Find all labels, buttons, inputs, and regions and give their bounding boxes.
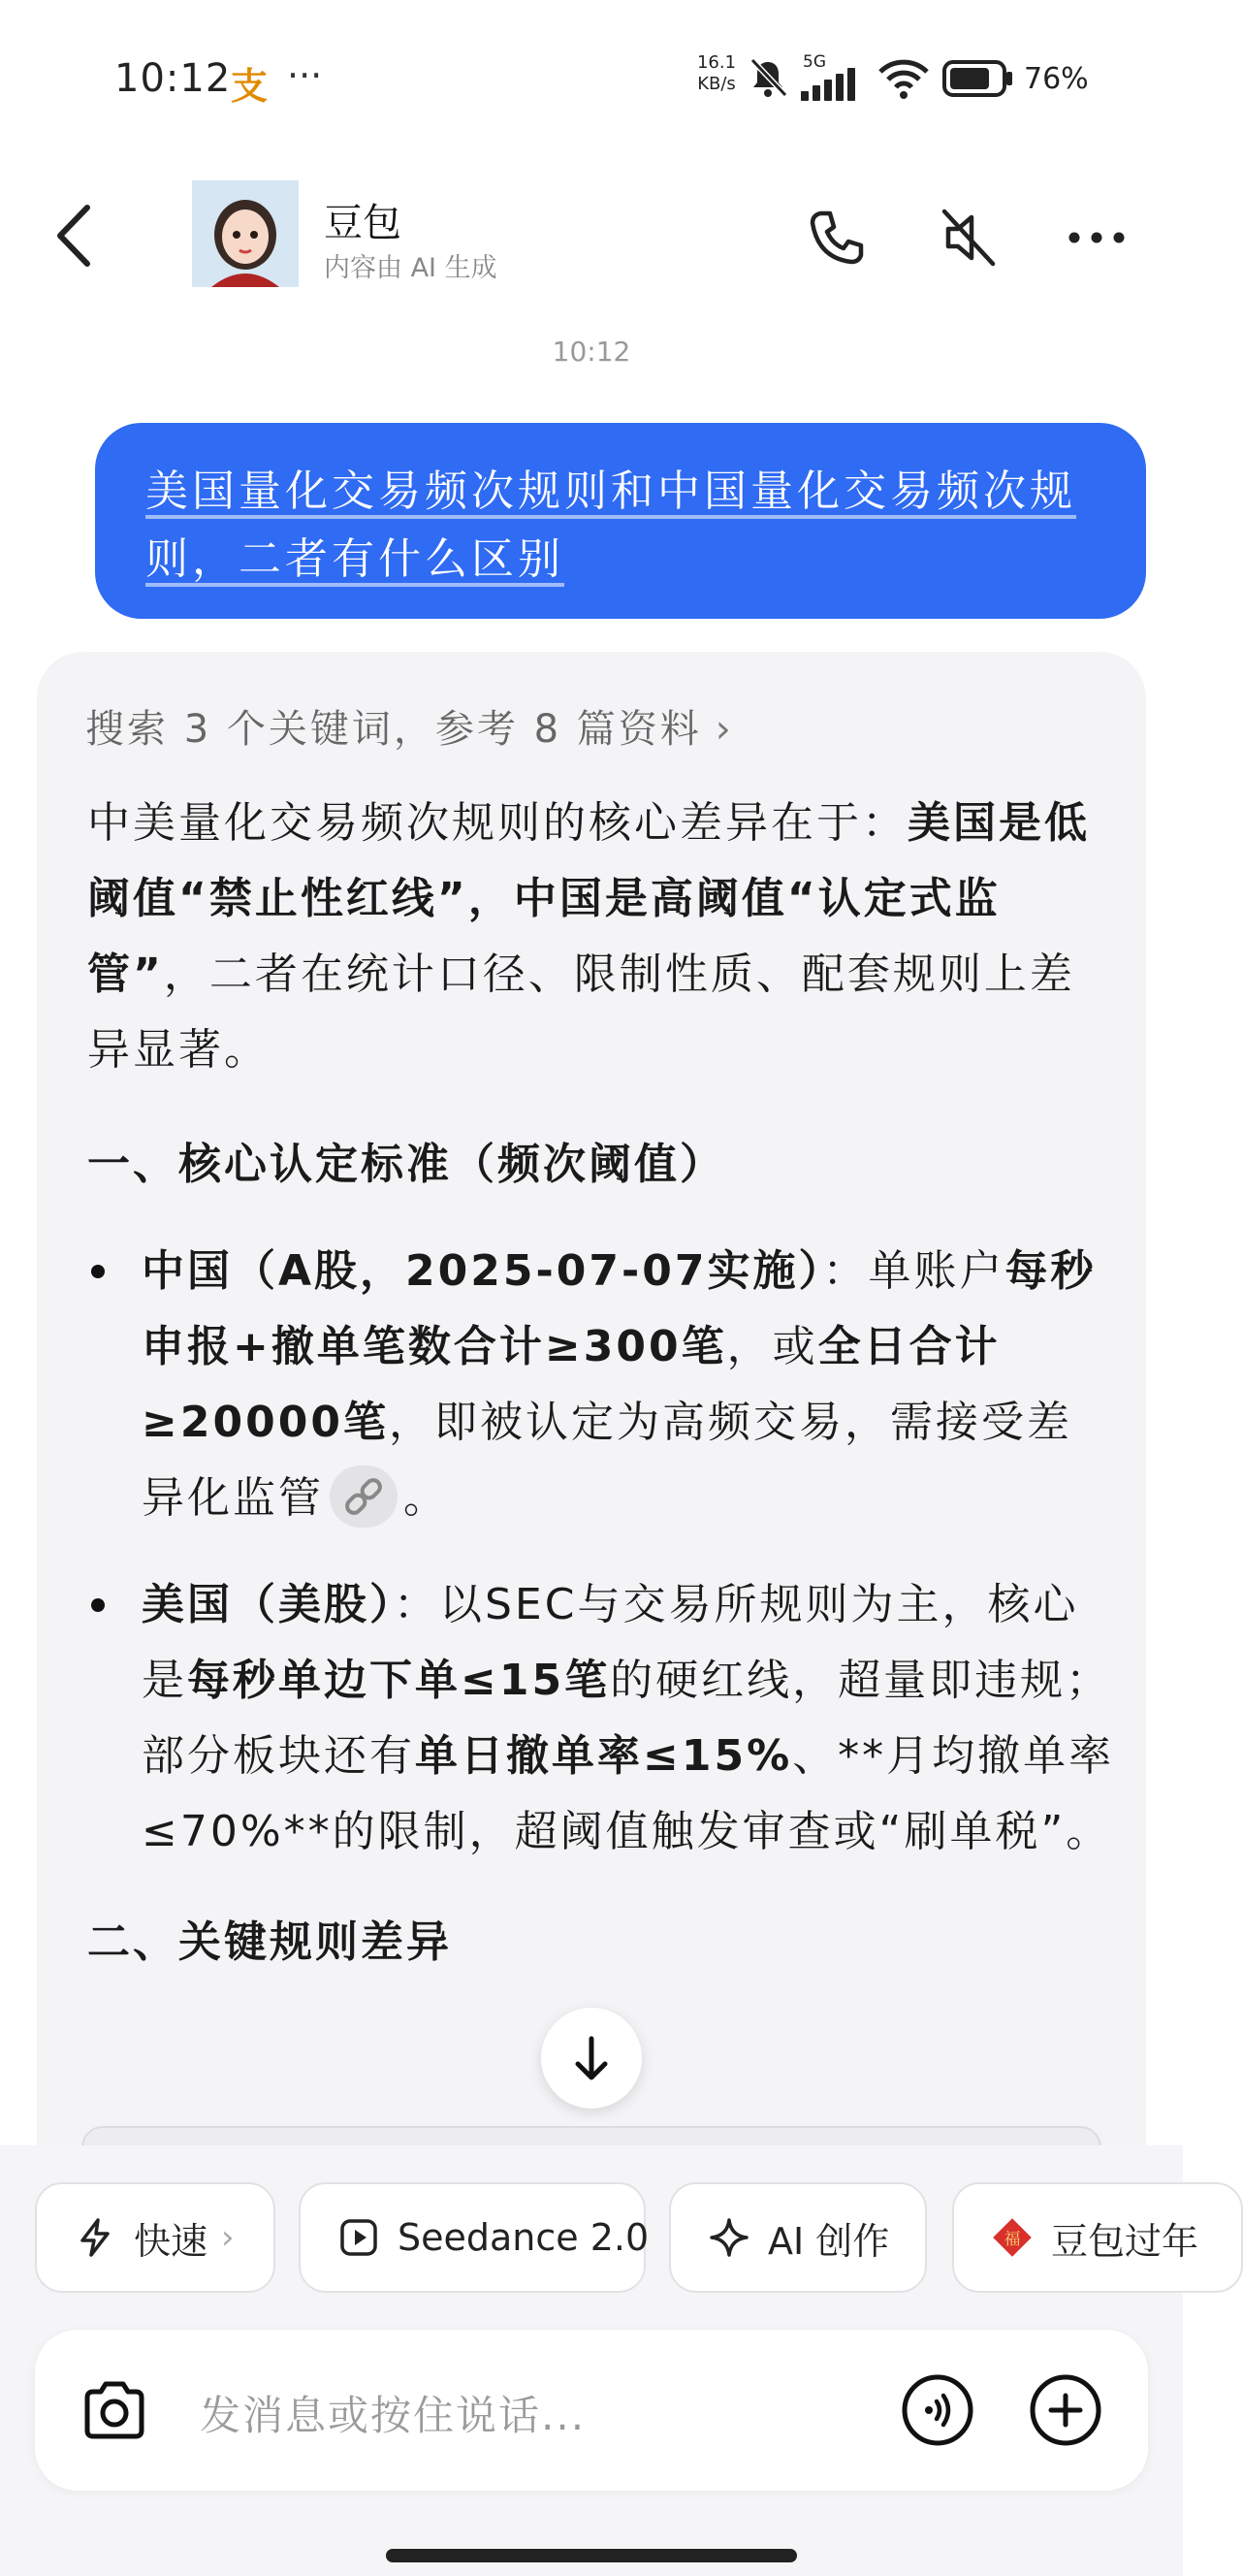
battery-icon (942, 60, 1014, 97)
message-input-placeholder[interactable]: 发消息或按住说话... (200, 2392, 587, 2439)
more-options-icon[interactable] (1063, 204, 1131, 272)
chip-new-year[interactable] (952, 2182, 1243, 2293)
fu-icon (991, 2216, 1034, 2259)
battery-percentage: 76% (1024, 62, 1089, 96)
search-references-link[interactable] (85, 698, 734, 754)
search-references-text: 搜索 3 个关键词，参考 8 篇资料 (85, 707, 702, 752)
chip-ai-create[interactable] (669, 2182, 927, 2293)
bullet-china: 中国（A股，2025-07-07实施）：单账户每秒申报+撤单笔数合计≥300笔，或全日合计≥20000笔，即被认定为高频交易，需接受差异化监管 。 (87, 1234, 1115, 1536)
message-input-bar[interactable] (35, 2330, 1148, 2491)
reference-link-chip[interactable] (330, 1465, 398, 1528)
play-icon (337, 2216, 380, 2259)
mute-speaker-icon[interactable] (935, 204, 1003, 272)
mute-bell-icon (747, 56, 789, 99)
wifi-icon (876, 58, 931, 101)
camera-icon[interactable] (78, 2374, 151, 2448)
home-indicator[interactable] (386, 2549, 797, 2562)
add-icon[interactable] (1028, 2372, 1103, 2448)
status-bar (0, 0, 1183, 155)
back-arrow-icon[interactable] (50, 202, 99, 270)
chip-fast-mode[interactable] (35, 2182, 275, 2293)
link-icon (330, 1465, 398, 1528)
message-timestamp: 10:12 (552, 336, 631, 368)
section-heading-1: 一、核心认定标准（频次阈值） (87, 1140, 725, 1189)
bullet-usa: 美国（美股）：以SEC与交易所规则为主，核心是每秒单边下单≤15笔的硬红线，超量即违规；部分板块还有单日撤单率≤15%、**月均撤单率≤70%**的限制，超阈值触发审查或“刷单税”。 (87, 1567, 1115, 1870)
voice-call-icon[interactable] (900, 2372, 975, 2448)
chip-seedance[interactable] (299, 2182, 650, 2293)
quick-action-chips (35, 2182, 1199, 2299)
avatar-portrait-icon (192, 180, 299, 287)
chat-header (0, 165, 1183, 301)
more-notifications-icon: ··· (287, 54, 323, 97)
user-message-bubble[interactable] (95, 423, 1146, 619)
answer-intro: 中美量化交易频次规则的核心差异在于：美国是低阈值“禁止性红线”，中国是高阈值“认定式监管”，二者在统计口径、限制性质、配套规则上差异显著。 (87, 798, 1090, 1075)
chip-label: 快速 (134, 2219, 208, 2263)
svg-text:福: 福 (1004, 2230, 1021, 2249)
chip-label: AI 创作 (768, 2219, 890, 2263)
lightning-icon (74, 2216, 116, 2259)
assistant-answer-card (37, 652, 1146, 2242)
signal-icon (801, 68, 861, 101)
arrow-down-icon (541, 2008, 642, 2109)
section-heading-2: 二、关键规则差异 (87, 1917, 452, 1967)
answer-body (87, 786, 1115, 1980)
network-speed: 16.1 KB/s (696, 52, 737, 94)
avatar[interactable] (192, 180, 299, 287)
chevron-right-icon: › (221, 2218, 235, 2257)
composer-area (0, 2145, 1199, 2576)
phone-call-icon[interactable] (803, 204, 871, 272)
user-message-text: 美国量化交易频次规则和中国量化交易频次规则，二者有什么区别 (145, 467, 1076, 584)
network-type: 5G (803, 52, 826, 72)
chevron-right-icon: › (715, 707, 734, 752)
ai-generated-note: 内容由 AI 生成 (324, 253, 497, 283)
alipay-notification-icon: 支 (231, 65, 269, 108)
status-time: 10:12 (114, 56, 232, 101)
chip-label: 豆包过年 (1051, 2219, 1199, 2263)
chip-label: Seedance 2.0 (398, 2216, 650, 2259)
bot-name: 豆包 (324, 201, 401, 245)
scroll-to-bottom-button[interactable] (541, 2008, 642, 2109)
sparkle-icon (708, 2216, 750, 2259)
